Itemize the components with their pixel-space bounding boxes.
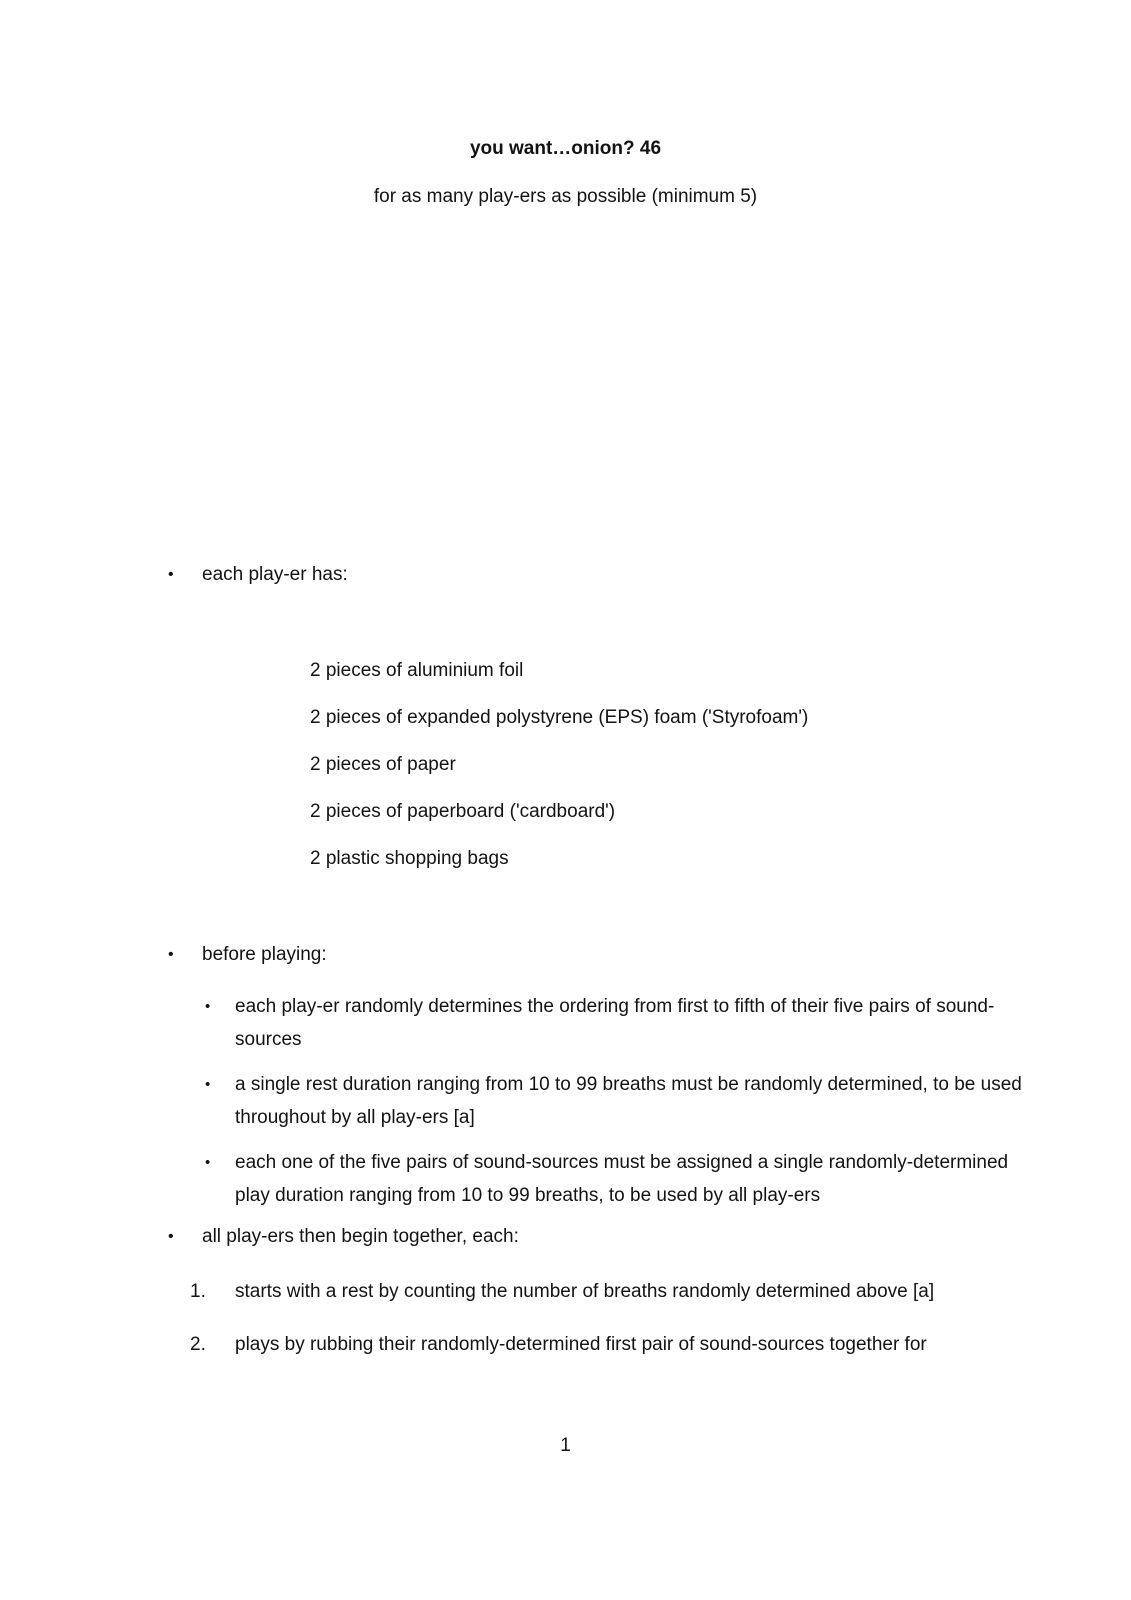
equipment-heading-item — [0, 564, 1131, 586]
step-text: plays by rubbing their randomly-determined first pair of sound-sources together for — [235, 1334, 927, 1355]
page-number: 1 — [560, 1435, 571, 1456]
before-playing-heading: before playing: — [202, 944, 327, 965]
begin-together-heading: all play-ers then begin together, each: — [202, 1226, 519, 1247]
bullet-icon: • — [168, 946, 174, 963]
bullet-icon: • — [205, 1076, 211, 1093]
step-item — [0, 1334, 1131, 1356]
bullet-icon: • — [168, 1228, 174, 1245]
document-subtitle: for as many play-ers as possible (minimum 5) — [373, 186, 758, 207]
begin-together-heading-item — [0, 1226, 1131, 1248]
before-playing-item — [0, 1146, 1131, 1212]
before-playing-item-text: each one of the five pairs of sound-sources must be assigned a single randomly-determined play duration ranging from 10 to 99 breaths, to be used by all play-ers — [235, 1152, 1009, 1206]
before-playing-list — [0, 990, 1131, 1224]
equipment-list — [310, 660, 808, 895]
equipment-item: 2 pieces of paper — [310, 754, 456, 775]
equipment-item: 2 plastic shopping bags — [310, 848, 509, 869]
step-text: starts with a rest by counting the number of breaths randomly determined above [a] — [235, 1281, 935, 1302]
step-number: 1. — [190, 1281, 206, 1302]
equipment-item: 2 pieces of aluminium foil — [310, 660, 524, 681]
steps-list — [0, 1281, 1131, 1387]
before-playing-heading-item — [0, 944, 1131, 966]
before-playing-item — [0, 990, 1131, 1056]
bullet-icon: • — [205, 1154, 211, 1171]
step-item — [0, 1281, 1131, 1303]
bullet-icon: • — [168, 566, 174, 583]
equipment-heading: each play-er has: — [202, 564, 348, 585]
before-playing-item-text: a single rest duration ranging from 10 to 99 breaths must be randomly determined, to be used throughout by all play-ers [a] — [235, 1074, 1022, 1128]
bullet-icon: • — [205, 998, 211, 1015]
equipment-item: 2 pieces of expanded polystyrene (EPS) foam ('Styrofoam') — [310, 707, 809, 728]
equipment-item: 2 pieces of paperboard ('cardboard') — [310, 801, 616, 822]
before-playing-item-text: each play-er randomly determines the ordering from first to fifth of their five pairs of sound-sources — [235, 996, 995, 1050]
before-playing-item — [0, 1068, 1131, 1134]
step-number: 2. — [190, 1334, 206, 1355]
document-title: you want…onion? 46 — [469, 138, 662, 159]
